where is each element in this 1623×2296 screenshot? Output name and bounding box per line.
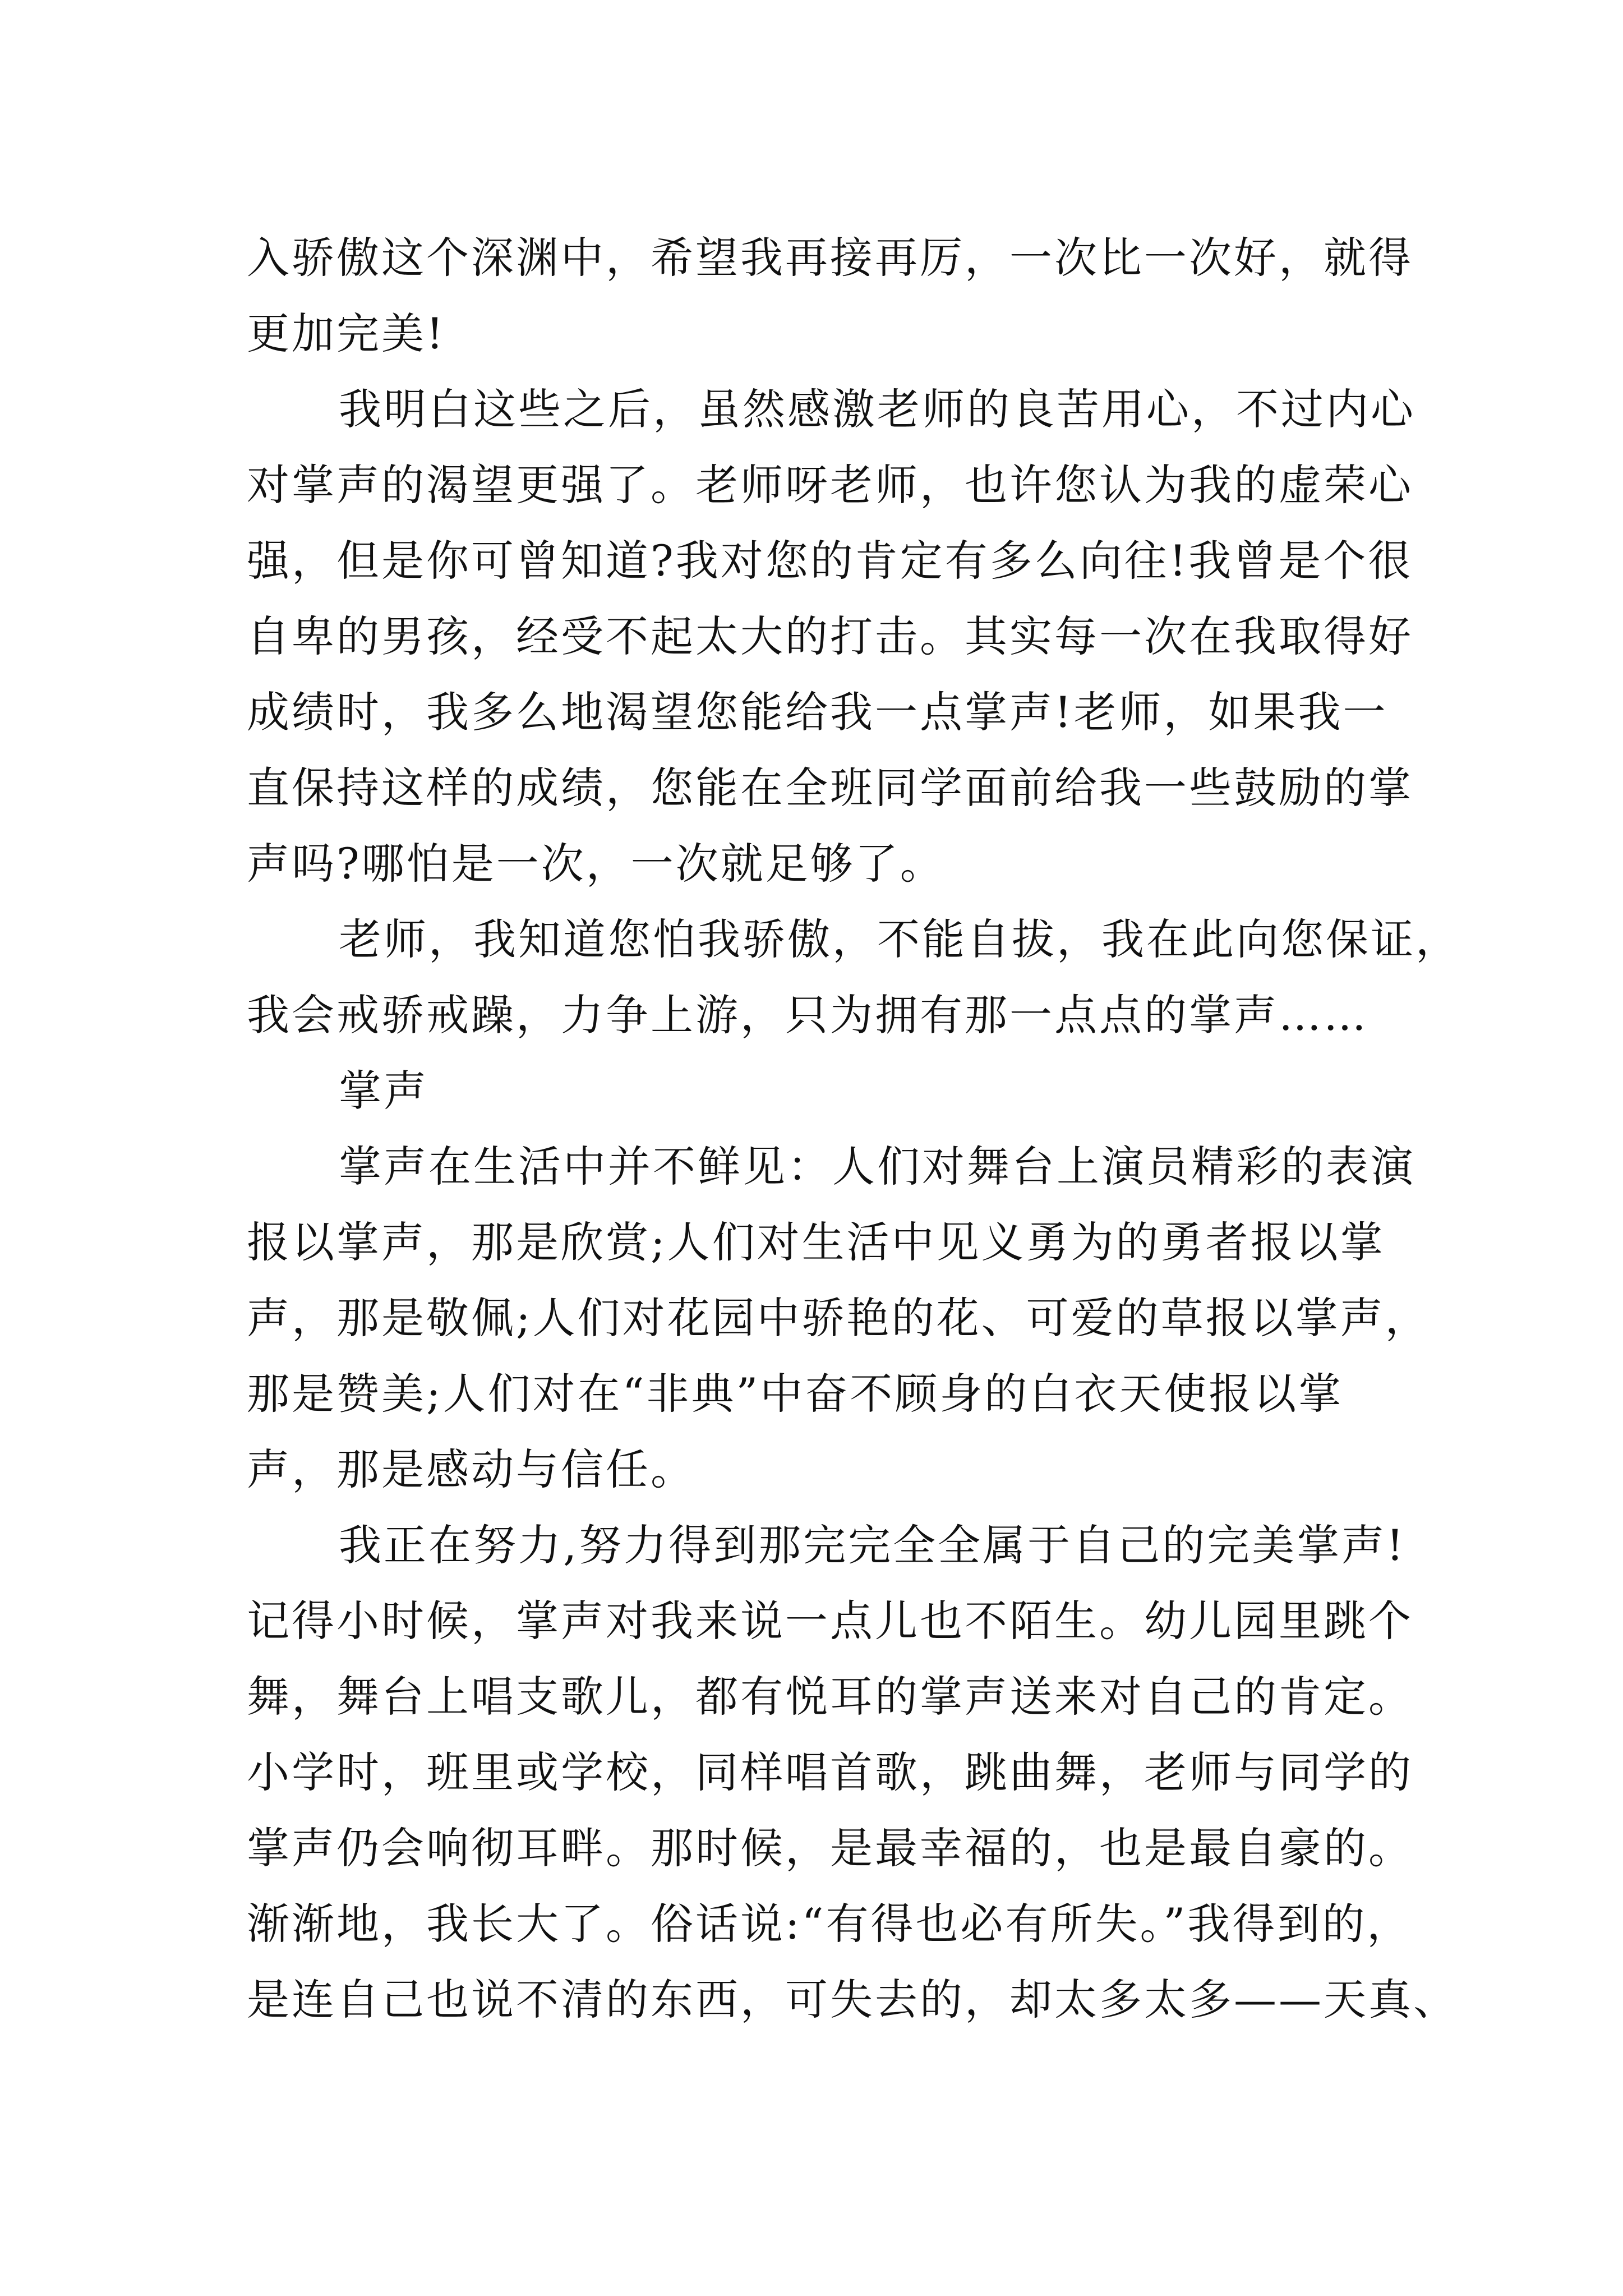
text-line: 对掌声的渴望更强了。老师呀老师，也许您认为我的虚荣心 bbox=[247, 460, 1413, 510]
text-line: 我会戒骄戒躁，力争上游，只为拥有那一点点的掌声…… bbox=[247, 990, 1368, 1040]
text-line: 记得小时候，掌声对我来说一点儿也不陌生。幼儿园里跳个 bbox=[247, 1596, 1413, 1646]
text-line: 强，但是你可曾知道?我对您的肯定有多么向往!我曾是个很 bbox=[247, 536, 1413, 586]
paragraph-start-line: 我明白这些之后，虽然感激老师的良苦用心，不过内心 bbox=[339, 384, 1415, 434]
text-line: 舞，舞台上唱支歌儿，都有悦耳的掌声送来对自己的肯定。 bbox=[247, 1672, 1413, 1722]
text-line: 小学时，班里或学校，同样唱首歌，跳曲舞，老师与同学的 bbox=[247, 1747, 1413, 1797]
text-line: 直保持这样的成绩，您能在全班同学面前给我一些鼓励的掌 bbox=[247, 763, 1413, 813]
text-line: 是连自己也说不清的东西，可失去的，却太多太多——天真、 bbox=[247, 1975, 1458, 2024]
text-line: 声，那是敬佩;人们对花园中骄艳的花、可爱的草报以掌声， bbox=[247, 1293, 1430, 1343]
text-line: 更加完美! bbox=[247, 309, 446, 358]
text-line: 声吗?哪怕是一次，一次就足够了。 bbox=[247, 839, 945, 889]
paragraph-start-line: 我正在努力,努力得到那完完全全属于自己的完美掌声! bbox=[339, 1520, 1406, 1570]
text-line: 报以掌声，那是欣赏;人们对生活中见义勇为的勇者报以掌 bbox=[247, 1217, 1385, 1267]
text-line: 自卑的男孩，经受不起太大的打击。其实每一次在我取得好 bbox=[247, 611, 1413, 661]
paragraph-start-line: 掌声在生活中并不鲜见：人们对舞台上演员精彩的表演 bbox=[339, 1142, 1415, 1191]
text-line: 那是赞美;人们对在“非典”中奋不顾身的白衣天使报以掌 bbox=[247, 1369, 1344, 1419]
text-line: 渐渐地，我长大了。俗话说:“有得也必有所失。”我得到的， bbox=[247, 1899, 1412, 1949]
text-line: 声，那是感动与信任。 bbox=[247, 1444, 695, 1494]
paragraph-start-line: 老师，我知道您怕我骄傲，不能自拔，我在此向您保证， bbox=[339, 914, 1460, 964]
text-line: 掌声仍会响彻耳畔。那时候，是最幸福的，也是最自豪的。 bbox=[247, 1823, 1413, 1873]
document-body bbox=[247, 220, 1460, 2037]
section-title: 掌声 bbox=[339, 1066, 428, 1116]
text-line: 入骄傲这个深渊中，希望我再接再厉，一次比一次好，就得 bbox=[247, 233, 1413, 283]
text-line: 成绩时，我多么地渴望您能给我一点掌声!老师，如果我一 bbox=[247, 687, 1388, 737]
